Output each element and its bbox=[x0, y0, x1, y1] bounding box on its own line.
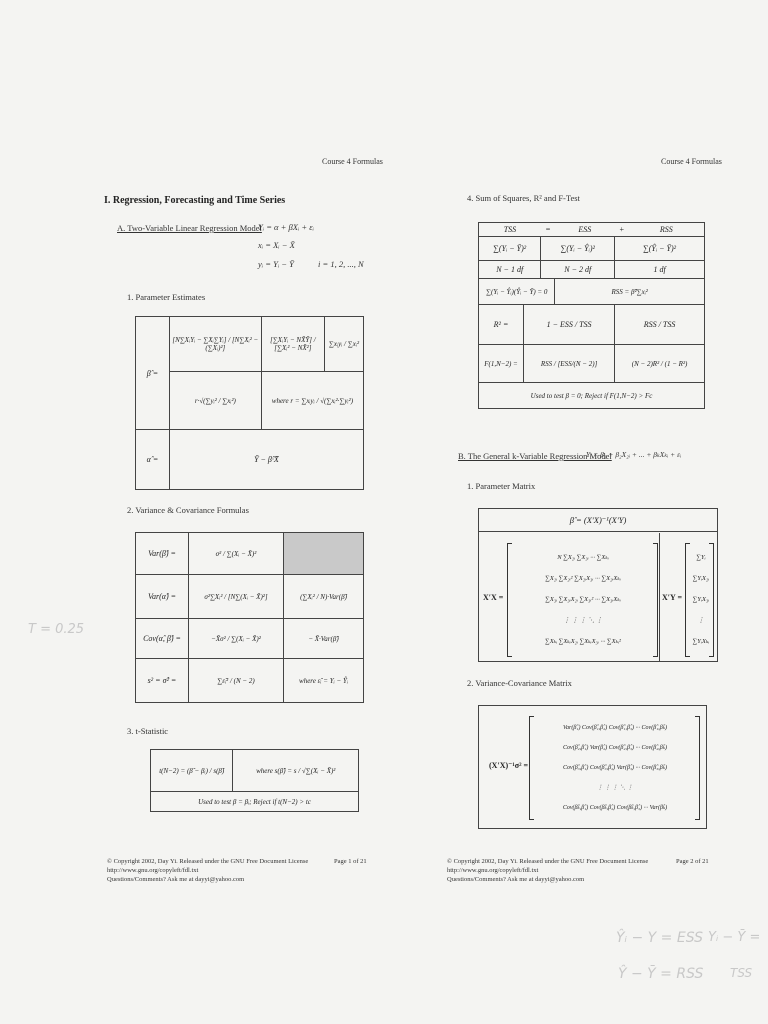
tss-formula: ∑(Yᵢ − Ȳ)² bbox=[479, 237, 541, 261]
rss-formula: ∑(Ŷᵢ − Ȳ)² bbox=[615, 237, 705, 261]
xx-row: N ∑X₂ᵢ ∑X₃ᵢ ··· ∑Xₖᵢ bbox=[557, 554, 609, 561]
vc-row: Cov(β̂₂,β̂₁) Var(β̂₂) Cov(β̂₂,β̂₃) ··· Cov(β̂₂,β̂ₖ) bbox=[563, 745, 667, 751]
rss-df: 1 df bbox=[615, 261, 705, 279]
r-squared-formula-2: RSS / TSS bbox=[615, 305, 705, 345]
vc-row: ⋮ ⋮ ⋮ ⋱ ⋮ bbox=[597, 785, 633, 791]
f-stat-formula-1: RSS / [ESS/(N − 2)] bbox=[524, 345, 615, 383]
vc-row: Var(β̂₁) Cov(β̂₁,β̂₂) Cov(β̂₁,β̂₃) ··· Cov(β̂₁,β̂ₖ) bbox=[563, 725, 667, 731]
beta-formula-1: [N∑XᵢYᵢ − ∑Xᵢ∑Yᵢ] / [N∑Xᵢ² − (∑Xᵢ)²] bbox=[169, 317, 261, 372]
vc-label: (X′X)⁻¹σ² = bbox=[489, 761, 529, 770]
parameter-estimates-table bbox=[135, 316, 364, 490]
xy-label: X′Y = bbox=[662, 593, 683, 602]
handwritten-note-2: Ŷ − Ȳ = RSS bbox=[618, 966, 704, 982]
xy-row: ⋮ bbox=[697, 617, 705, 624]
left-footer-license-link[interactable]: http://www.gnu.org/copyleft/fdl.txt bbox=[107, 867, 199, 874]
xy-row: ∑Yᵢ bbox=[696, 554, 706, 561]
xy-row: ∑YᵢX₃ᵢ bbox=[692, 596, 710, 603]
left-footer-copyright: © Copyright 2002, Day Yi. Released under the GNU Free Document License bbox=[107, 858, 309, 865]
xx-label: X′X = bbox=[483, 593, 504, 602]
f-stat-formula-2: (N − 2)R² / (1 − R²) bbox=[615, 345, 705, 383]
beta-formula-4: r·√(∑yᵢ² / ∑xᵢ²) bbox=[169, 372, 261, 430]
t-formula-2: where s(β̂) = s / √∑(Xᵢ − X̄)² bbox=[233, 750, 359, 792]
vc-row: Cov(β̂ₖ,β̂₁) Cov(β̂ₖ,β̂₂) Cov(β̂ₖ,β̂₃) ··· Var(β̂ₖ) bbox=[562, 805, 668, 811]
section-title: I. Regression, Forecasting and Time Series bbox=[104, 195, 286, 206]
handwritten-note-3: Yᵢ − Ȳ = bbox=[708, 930, 761, 945]
var-beta-label: Var(β̂) = bbox=[136, 533, 189, 575]
xy-row: ∑YᵢXₖᵢ bbox=[692, 638, 710, 645]
xx-matrix bbox=[513, 547, 653, 652]
right-page-number: Page 2 of 21 bbox=[676, 858, 709, 865]
r-squared-label: R² = bbox=[479, 305, 524, 345]
general-model-equation: Yᵢ = β₁ + β₂X₂ᵢ + ... + βₖXₖᵢ + εᵢ bbox=[586, 450, 682, 459]
f-test-usage: Used to test β = 0; Reject if F(1,N−2) > Fc bbox=[479, 383, 705, 409]
tss-df: N − 1 df bbox=[479, 261, 541, 279]
cov-alpha-beta-formula-2: − X̄·Var(β̂) bbox=[284, 619, 364, 659]
s-squared-formula-1: ∑ε̂ᵢ² / (N − 2) bbox=[189, 659, 284, 703]
t-test-usage: Used to test β = βᵢ; Reject if t(N−2) > tc bbox=[151, 792, 359, 812]
xx-row: ⋮ ⋮ ⋮ ⋱ ⋮ bbox=[563, 617, 603, 624]
ess-header: ESS bbox=[555, 223, 615, 237]
cov-alpha-beta-label: Cov(α̂, β̂) = bbox=[136, 619, 189, 659]
model-equation-1: Yᵢ = α + βXᵢ + εᵢ bbox=[258, 222, 314, 232]
sum-of-squares-title: 4. Sum of Squares, R² and F-Test bbox=[467, 193, 580, 203]
var-beta-formula: σ² / ∑(Xᵢ − X̄)² bbox=[189, 533, 284, 575]
equals-sign: = bbox=[541, 223, 555, 237]
model-equation-2: xᵢ = Xᵢ − X̄ bbox=[258, 240, 295, 250]
left-footer-contact: Questions/Comments? Ask me at dayyi@yahoo.com bbox=[107, 876, 245, 883]
vc-right-bracket bbox=[695, 716, 700, 820]
s-squared-formula-2: where ε̂ᵢ = Yᵢ − Ŷᵢ bbox=[284, 659, 364, 703]
xy-right-bracket bbox=[709, 543, 714, 657]
f-stat-label: F(1,N−2) = bbox=[479, 345, 524, 383]
right-footer-license-link[interactable]: http://www.gnu.org/copyleft/fdl.txt bbox=[447, 867, 539, 874]
right-footer-contact: Questions/Comments? Ask me at dayyi@yahoo.com bbox=[447, 876, 585, 883]
right-footer-copyright: © Copyright 2002, Day Yi. Released under the GNU Free Document License bbox=[447, 858, 649, 865]
variance-covariance-title: 2. Variance & Covariance Formulas bbox=[127, 505, 249, 515]
r-squared-formula-1: 1 − ESS / TSS bbox=[524, 305, 615, 345]
ess-df: N − 2 df bbox=[541, 261, 615, 279]
xx-left-bracket bbox=[507, 543, 512, 657]
parameter-matrix-title: 1. Parameter Matrix bbox=[467, 481, 536, 491]
cross-product-identity: ∑(Yᵢ − Ŷᵢ)(Ŷᵢ − Ȳ) = 0 bbox=[479, 279, 555, 305]
cov-alpha-beta-formula-1: −X̄σ² / ∑(Xᵢ − X̄)² bbox=[189, 619, 284, 659]
beta-formula-5: where r = ∑xᵢyᵢ / √(∑xᵢ²·∑yᵢ²) bbox=[261, 372, 363, 430]
model-index-range: i = 1, 2, ..., N bbox=[318, 259, 364, 269]
matrix-divider bbox=[659, 533, 660, 661]
var-beta-shaded-cell bbox=[284, 533, 364, 575]
tss-header: TSS bbox=[479, 223, 541, 237]
rss-identity: RSS = β̂²∑xᵢ² bbox=[555, 279, 705, 305]
parameter-matrix-equation: β̂ = (X′X)⁻¹(X′Y) bbox=[479, 509, 717, 532]
left-page-number: Page 1 of 21 bbox=[334, 858, 367, 865]
subsection-a-title: A. Two-Variable Linear Regression Model bbox=[117, 223, 262, 233]
subsection-b-title: B. The General k-Variable Regression Model bbox=[458, 451, 612, 461]
rss-header: RSS bbox=[629, 223, 705, 237]
beta-hat-label: β̂ = bbox=[136, 317, 170, 430]
t-statistic-table bbox=[150, 749, 359, 812]
vc-matrix bbox=[533, 718, 697, 818]
var-alpha-formula-1: σ²∑Xᵢ² / [N∑(Xᵢ − X̄)²] bbox=[189, 575, 284, 619]
s-squared-label: s² = σ̂² = bbox=[136, 659, 189, 703]
left-page-header: Course 4 Formulas bbox=[322, 157, 383, 166]
plus-sign: + bbox=[615, 223, 629, 237]
beta-formula-3: ∑xᵢyᵢ / ∑xᵢ² bbox=[324, 317, 363, 372]
variance-covariance-table bbox=[135, 532, 364, 703]
parameter-matrix-box bbox=[478, 508, 718, 662]
parameter-estimates-title: 1. Parameter Estimates bbox=[127, 292, 206, 302]
var-alpha-label: Var(α̂) = bbox=[136, 575, 189, 619]
sum-of-squares-table bbox=[478, 222, 705, 409]
alpha-formula: Ȳ − β̂·X̄ bbox=[169, 430, 363, 490]
xx-right-bracket bbox=[653, 543, 658, 657]
variance-covariance-matrix-title: 2. Variance-Covariance Matrix bbox=[467, 678, 572, 688]
beta-formula-2: [∑XᵢYᵢ − NX̄Ȳ] / [∑Xᵢ² − NX̄²] bbox=[261, 317, 324, 372]
xx-row: ∑X₃ᵢ ∑X₃ᵢX₂ᵢ ∑X₃ᵢ² ··· ∑X₃ᵢXₖᵢ bbox=[545, 596, 621, 603]
handwritten-margin-note: T = 0.25 bbox=[28, 622, 85, 637]
vc-row: Cov(β̂₃,β̂₁) Cov(β̂₃,β̂₂) Var(β̂₃) ··· Cov(β̂₃,β̂ₖ) bbox=[563, 765, 667, 771]
xx-row: ∑Xₖᵢ ∑XₖᵢX₂ᵢ ∑XₖᵢX₃ᵢ ··· ∑Xₖᵢ² bbox=[545, 638, 621, 645]
xx-row: ∑X₂ᵢ ∑X₂ᵢ² ∑X₂ᵢX₃ᵢ ··· ∑X₂ᵢXₖᵢ bbox=[545, 575, 621, 582]
alpha-hat-label: α̂ = bbox=[136, 430, 170, 490]
ess-formula: ∑(Yᵢ − Ŷᵢ)² bbox=[541, 237, 615, 261]
t-statistic-title: 3. t-Statistic bbox=[127, 726, 169, 736]
model-equation-3: yᵢ = Yᵢ − Ȳ bbox=[258, 259, 294, 269]
handwritten-note-1: Ŷᵢ − Y = ESS bbox=[616, 930, 703, 946]
variance-covariance-matrix-box bbox=[478, 705, 707, 829]
xy-row: ∑YᵢX₂ᵢ bbox=[692, 575, 710, 582]
t-formula-1: t(N−2) = (β̂ − βᵢ) / s(β̂) bbox=[151, 750, 233, 792]
handwritten-note-4: TSS bbox=[730, 966, 753, 980]
var-alpha-formula-2: (∑Xᵢ² / N)·Var(β̂) bbox=[284, 575, 364, 619]
right-page-header: Course 4 Formulas bbox=[661, 157, 722, 166]
